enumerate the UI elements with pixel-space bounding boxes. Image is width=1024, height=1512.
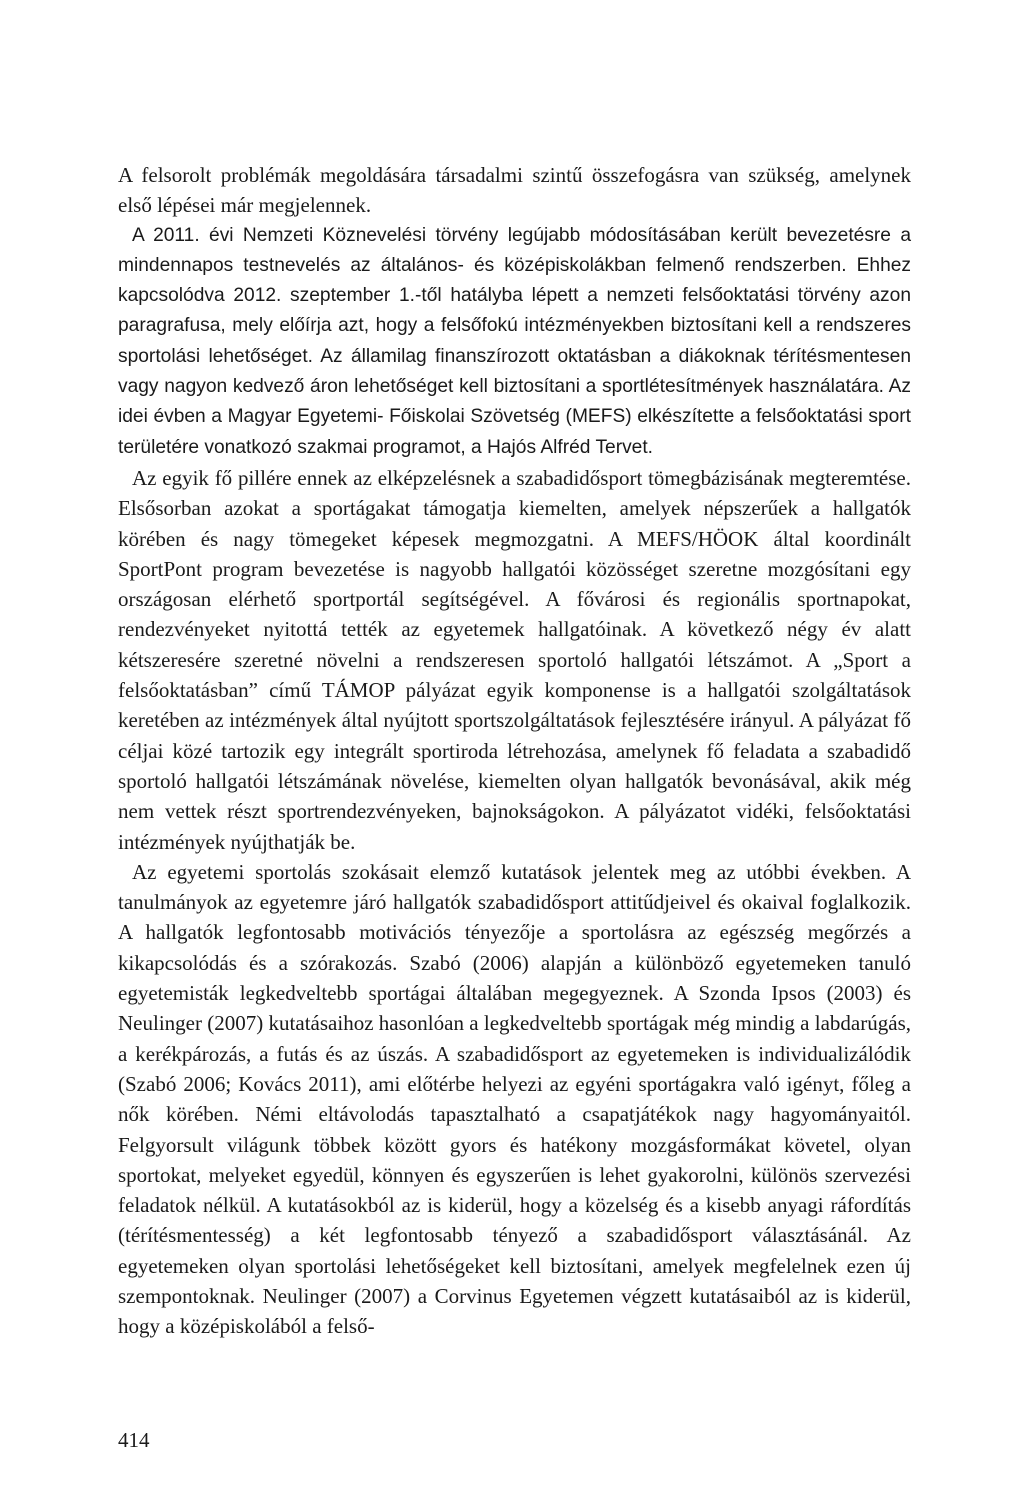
paragraph-pillar: Az egyik fő pillére ennek az elképzelésnek a szabadidősport tömegbázisának megteremtése. Elsősorban azokat a sportágakat támogatja kiemelten, amelyek népszerűek a hallgatók körében és nagy tömegeket képesek megmozgatni. A MEFS/HÖOK által koordinált SportPont program bevezetése is nagyobb hallgatói közösséget szeretne mozgósítani egy országosan elérhető sportportál segítségével. A fővárosi és regionális sportnapokat, rendezvényeket nyitottá tették az egyetemek hallgatóinak. A következő négy év alatt kétszeresére szeretné növelni a rendszeresen sportoló hallgatói létszámot. A „Sport a felsőoktatásban” című TÁMOP pályázat egyik komponense is a hallgatói szolgáltatások keretében az intézmények által nyújtott sportszolgáltatások fejlesztésére irányul. A pályázat fő céljai közé tartozik egy integrált sportiroda létrehozása, amelynek fő feladata a szabadidő sportoló hallgatói létszámának növelése, kiemelten olyan hallgatók bevonásával, akik még nem vettek részt sportrendezvényeken, bajnokságokon. A pályázatot vidéki, felsőoktatási intézmények nyújthatják be. [118,465,911,854]
paragraph-research: Az egyetemi sportolás szokásait elemző kutatások jelentek meg az utóbbi években. A tanulmányok az egyetemre járó hallgatók szabadidősport attitűdjeivel és okaival foglalkozik. A hallgatók legfontosabb motivációs tényezője a sportolásra az egészség megőrzés a kikapcsolódás és a szórakozás. Szabó (2006) alapján a különböző egyetemeken tanuló egyetemisták legkedveltebb sportágai általában megegyeznek. A Szonda Ipsos (2003) és Neulinger (2007) kutatásaihoz hasonlóan a legkedveltebb sportágak még mindig a labdarúgás, a kerékpározás, a futás és az úszás. A szabadidősport az egyetemeken is individualizálódik (Szabó 2006; Kovács 2011), ami előtérbe helyezi az egyéni sportágakra való igényt, főleg a nők körében. Némi eltávolodás tapasztalható a csapatjátékok nagy hagyományaitól. Felgyorsult világunk többek között gyors és hatékony mozgásformákat követel, olyan sportokat, melyeket egyedül, könnyen és egyszerűen is lehet gyakorolni, különös szervezési feladatok nélkül. A kutatásokból az is kiderül, hogy a közelség és a kisebb anyagi ráfordítás (térítésmentesség) a két legfontosabb tényező a szabadidősport választásánál. Az egyetemeken olyan sportolási lehetőségeket kell biztosítani, amelyek megfelelnek ezen új szempontoknak. Neulinger (2007) a Corvinus Egyetemen végzett kutatásaiból az is kiderül, hogy a középiskolából a felső- [118,859,911,1339]
body-text [118,160,911,1342]
paragraph-law: A 2011. évi Nemzeti Köznevelési törvény legújabb módosításában került bevezetésre a mindennapos testnevelés az általános- és középiskolákban felmenő rendszerben. Ehhez kapcsolódva 2012. szeptember 1.-től hatályba lépett a nemzeti felsőoktatási törvény azon paragrafusa, mely előírja azt, hogy a felsőfokú intézményekben biztosítani kell a rendszeres sportolási lehetőséget. Az államilag finanszírozott oktatásban a diákoknak térítésmentesen vagy nagyon kedvező áron lehetőséget kell biztosítani a sportlétesítmények használatára. Az idei évben a Magyar Egyetemi- Főiskolai Szövetség (MEFS) elkészítette a felsőoktatási sport területére vonatkozó szakmai programot, a Hajós Alfréd Tervet. [118,224,911,458]
paragraph-intro: A felsorolt problémák megoldására társadalmi szintű összefogásra van szükség, amelynek első lépései már megjelennek. [118,163,911,218]
page-number: 414 [118,1428,150,1452]
